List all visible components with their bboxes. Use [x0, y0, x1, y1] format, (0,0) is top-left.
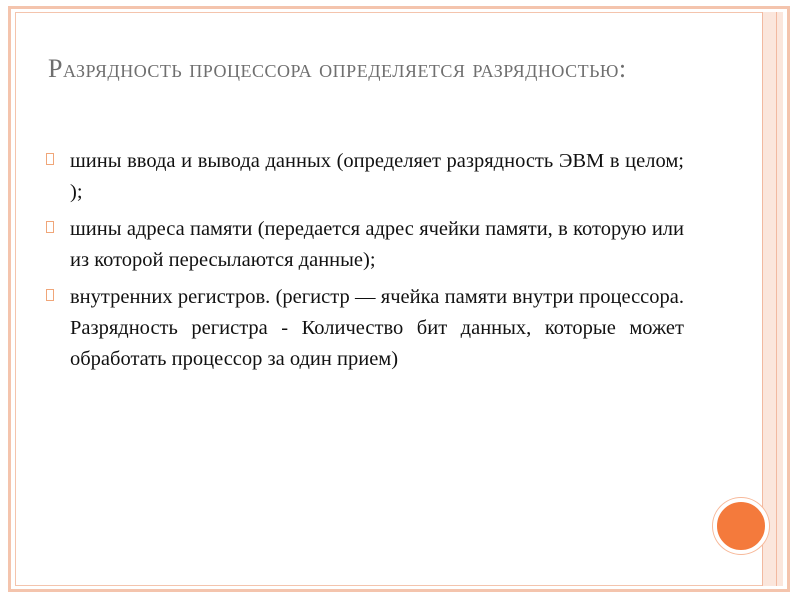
bullet-item-data-bus — [44, 146, 684, 208]
orange-circle-icon — [713, 498, 769, 554]
right-decorative-strip — [762, 12, 783, 586]
bullet-list — [44, 146, 684, 381]
bullet-text: внутренних регистров. (регистр — ячейка памяти внутри процессора. Разрядность регистра - Количество бит данных, которые может обработать процессор за один прием) — [70, 286, 684, 370]
right-decorative-line — [776, 12, 777, 586]
bullet-text: шины адреса памяти (передается адрес ячейки памяти, в которую или из которой пересылаются данные); — [70, 218, 684, 271]
bullet-item-address-bus — [44, 214, 684, 276]
bullet-text: шины ввода и вывода данных (определяет разрядность ЭВМ в целом; ); — [70, 150, 684, 203]
slide-title: Разрядность процессора определяется разрядностью: — [48, 54, 627, 83]
bullet-marker-icon — [46, 221, 54, 233]
bullet-marker-icon — [46, 153, 54, 165]
bullet-item-registers — [44, 282, 684, 375]
bullet-marker-icon — [46, 289, 54, 301]
